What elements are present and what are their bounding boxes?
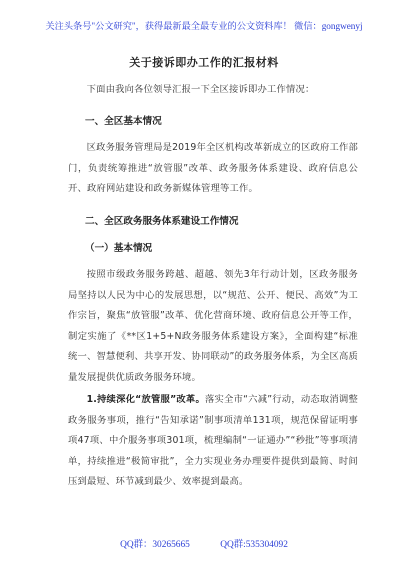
section-1-paragraph: 区政务服务管理局是2019年全区机构改革新成立的区政府工作部门，负责统筹推进“放管服”改革、政务服务体系建设、政府信息公开、政府网站建设和政务新媒体管理等工作。: [68, 142, 358, 194]
qq-group-1[interactable]: QQ群：30265665: [120, 540, 190, 550]
item-1-paragraph: [68, 390, 358, 493]
document-title: 关于接诉即办工作的汇报材料: [129, 56, 279, 69]
promo-banner[interactable]: 关注头条号"公文研究"，获得最新最全最专业的公文资料库！ 微信：gongwenyj: [45, 21, 363, 31]
item-1-lead: 1.持续深化“放管服”改革。: [86, 394, 205, 405]
subsection-1-paragraph: 按照市级政务服务跨越、超越、领先3年行动计划，区政务服务局坚持以人民为中心的发展思想，以“规范、公开、便民、高效”为工作宗旨，聚焦“放管服”改革、优化营商环境、政府信息公开等工作，制定实施了《**区1+5+N政务服务体系建设方案》，全面构建“标准统一、智慧便利、共享开发、协同联动”的政务服务体系，为全区高质量发展提供优质政务服务环境。: [68, 269, 358, 383]
subsection-1-heading: （一）基本情况: [85, 243, 153, 254]
footer-qq-groups: [0, 536, 408, 550]
section-1-heading: 一、全区基本情况: [85, 116, 162, 127]
intro-paragraph: 下面由我向各位领导汇报一下全区接诉即办工作情况：: [86, 84, 315, 95]
item-1-text: 落实全市“六减”行动，动态取消调整政务服务事项，推行“告知承诺”制事项清单131项，规范保留证明事项47项、中介服务事项301项，梳理编制“一证通办”“秒批”等事项清单，持续推进“极简审批”，全力实现业务办理要件提供到最简、时间压到最短、环节减到最少、效率提到最高。: [68, 394, 358, 487]
section-2-heading: 二、全区政务服务体系建设工作情况: [85, 216, 239, 227]
qq-group-2[interactable]: QQ群:535304092: [220, 540, 288, 550]
